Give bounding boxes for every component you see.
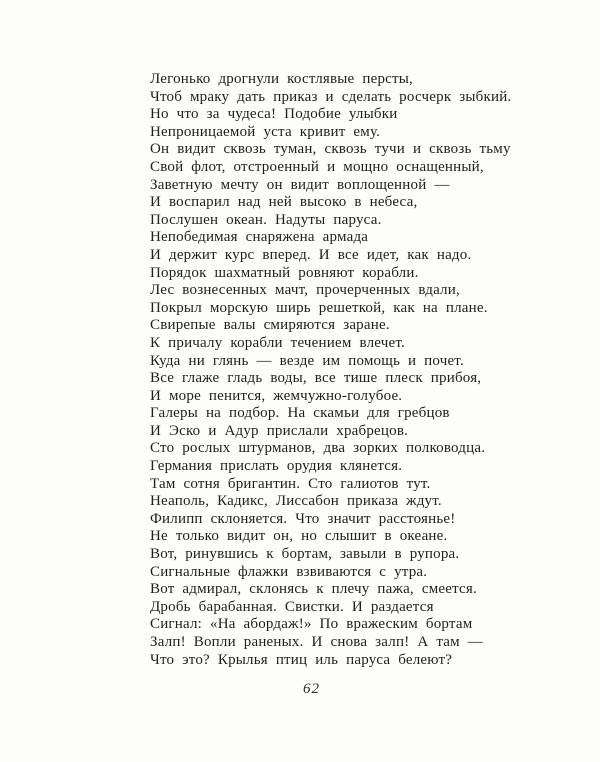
poem-line: Вот, ринувшись к бортам, завыли в рупора. [150,546,460,563]
poem-line: Порядок шахматный ровняют корабли. [150,264,419,281]
poem-line: Все глаже гладь воды, все тише плеск прибоя, [150,370,482,387]
poem-line: Залп! Вопли раненых. И снова залп! А там — [150,634,483,650]
poem-line: Германия прислать орудия клянется. [150,458,403,475]
poem-line: Неаполь, Кадикс, Лиссабон приказа ждут. [150,493,442,510]
poem-line: Заветную мечту он видит воплощенной — [150,176,450,193]
poem-line: Непроницаемой уста кривит ему. [150,123,381,140]
poem-line: И воспарил над ней высоко в небеса, [150,194,418,211]
poem-text-block [150,71,550,669]
poem-line: Сто рослых штурманов, два зорких полководца. [150,440,486,457]
poem-line: Филипп склоняется. Что значит расстоянье! [150,510,456,527]
poem-line: Свой флот, отстроенный и мощно оснащенный, [150,158,484,175]
poem-line: Легонько дрогнули костлявые персты, [150,71,413,87]
poem-line: Свирепые валы смиряются заране. [150,317,390,334]
poem-line: Не только видит он, но слышит в океане. [150,528,448,545]
poem-line: Сигнальные флажки взвиваются с утра. [150,563,428,580]
poem-line: Куда ни глянь — везде им помощь и почет. [150,352,464,369]
poem-line: Что это? Крылья птиц иль паруса белеют? [150,651,453,668]
poem-line: Вот адмирал, склонясь к плечу пажа, смеется. [150,581,477,598]
poem-line: К причалу корабли течением влечет. [150,334,405,351]
poem-line: Лес вознесенных мачт, прочерченных вдали, [150,282,460,299]
poem-line: Покрыл морскую ширь решеткой, как на плане. [150,299,488,316]
poem-line: Там сотня бригантин. Сто галиотов тут. [150,475,431,492]
poem-line: Послушен океан. Надуты паруса. [150,211,382,228]
page-number: 62 [303,681,320,697]
poem-line: И море пенится, жемчужно-голубое. [150,387,403,404]
poem-line: Он видит сквозь туман, сквозь тучи и сквозь тьму [150,141,511,158]
poem-line: И Эско и Адур прислали храбрецов. [150,422,409,439]
poem-line: Но что за чудеса! Подобие улыбки [150,106,398,123]
poem-line: Чтоб мраку дать приказ и сделать росчерк зыбкий. [150,88,512,105]
poem-line: Дробь барабанная. Свистки. И раздается [150,598,434,615]
poem-line: Непобедимая снаряжена армада [150,229,369,246]
poem-line: Сигнал: «На абордаж!» По вражеским бортам [150,616,473,633]
poem-line: Галеры на подбор. На скамьи для гребцов [150,405,450,422]
poem-line: И держит курс вперед. И все идет, как надо. [150,246,472,263]
